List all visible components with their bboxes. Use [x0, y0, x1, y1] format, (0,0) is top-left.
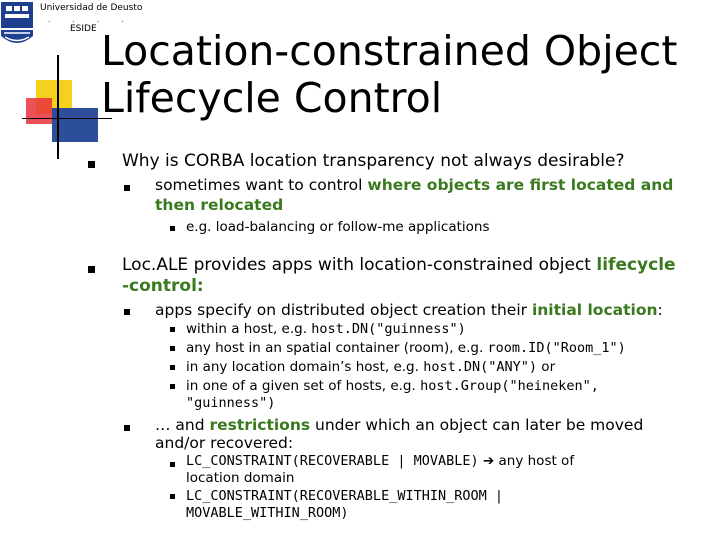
code-text: host.DN("ANY") — [423, 359, 538, 375]
bullet-marker — [124, 425, 130, 431]
sub-sub-bullet-text: LC_CONSTRAINT(RECOVERABLE | MOVABLE) ➔ any host of — [186, 453, 575, 469]
bullet-marker — [170, 327, 175, 332]
bullet-marker — [88, 161, 95, 168]
highlight-text: lifecycle — [596, 255, 676, 275]
bullet-marker — [88, 266, 95, 273]
highlight-text: restrictions — [209, 416, 311, 434]
bullet-marker — [170, 346, 175, 351]
sub-sub-bullet-text: within a host, e.g. host.DN("guinness") — [186, 321, 466, 337]
code-text-cont: "guinness") — [186, 395, 276, 411]
highlight-text: initial location — [531, 301, 658, 319]
sub-sub-bullet-text: in any location domain’s host, e.g. host.DN("ANY") or — [186, 359, 556, 375]
sub-sub-bullet-text: any host in an spatial container (room), e.g. room.ID("Room_1") — [186, 340, 626, 356]
bullet-text: Loc.ALE provides apps with location-constrained object lifecycle — [122, 255, 676, 275]
code-text: LC_CONSTRAINT(RECOVERABLE_WITHIN_ROOM | — [186, 488, 503, 504]
faculty-name: ESIDE — [70, 24, 97, 34]
sub-bullet-text: … and restrictions under which an object can later be moved — [155, 416, 644, 434]
bullet-marker — [170, 462, 175, 467]
title-line-1: Location-constrained Object — [101, 27, 678, 75]
bullet-marker — [170, 226, 175, 231]
sub-sub-bullet-text-cont: location domain — [186, 470, 295, 486]
highlight-text: where objects are first located and — [367, 176, 674, 194]
bullet-marker — [124, 309, 130, 315]
deco-vertical-line — [57, 55, 59, 159]
sub-bullet-text: sometimes want to control where objects are first located and — [155, 176, 674, 194]
code-text: room.ID("Room_1") — [487, 340, 626, 356]
slide-title — [101, 28, 711, 122]
bullet-text: Why is CORBA location transparency not always desirable? — [122, 151, 625, 171]
code-text: host.Group("heineken", — [420, 378, 599, 394]
university-name: Universidad de Deusto — [40, 3, 143, 13]
bullet-marker — [170, 365, 175, 370]
bullet-marker — [124, 185, 130, 191]
bullet-marker — [170, 494, 175, 499]
code-text: host.DN("guinness") — [311, 321, 466, 337]
deco-horizontal-line — [22, 118, 112, 119]
code-text-cont: MOVABLE_WITHIN_ROOM) — [186, 505, 349, 521]
sub-bullet-text: apps specify on distributed object creation their initial location: — [155, 301, 663, 319]
deco-red-square — [26, 98, 52, 124]
highlight-text: then relocated — [155, 196, 284, 214]
arrow-icon: ➔ — [478, 453, 499, 469]
university-logo — [0, 0, 34, 50]
sub-bullet-text-cont — [155, 196, 283, 214]
header-dots: . . . . — [48, 16, 134, 24]
title-line-2: Lifecycle Control — [101, 74, 443, 122]
bullet-text-cont — [122, 276, 204, 296]
bullet-marker — [170, 384, 175, 389]
highlight-text: -control: — [122, 276, 204, 296]
sub-bullet-text-cont: and/or recovered: — [155, 434, 294, 452]
sub-sub-bullet-text: in one of a given set of hosts, e.g. host.Group("heineken", — [186, 378, 599, 394]
sub-sub-bullet-text: e.g. load-balancing or follow-me applications — [186, 219, 490, 235]
code-text: LC_CONSTRAINT(RECOVERABLE | MOVABLE) — [186, 453, 479, 469]
